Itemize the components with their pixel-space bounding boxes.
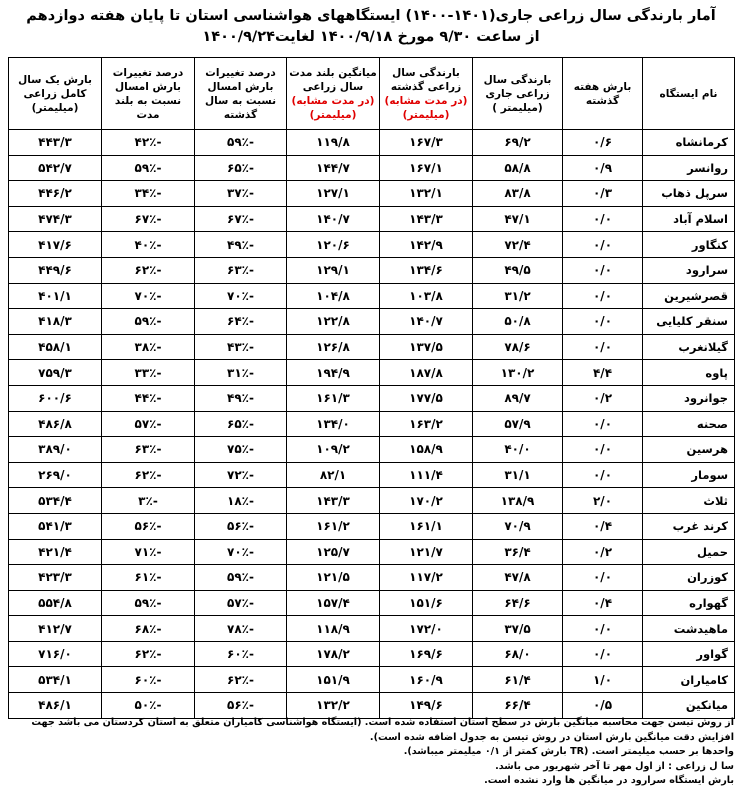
cell-change-vs-last-year: -۵۹٪ <box>195 565 287 591</box>
cell-current-year: ۴۰/۰ <box>473 437 563 463</box>
cell-weekly-rain: ۲/۰ <box>563 488 643 514</box>
cell-last-year: ۱۷۰/۲ <box>380 488 473 514</box>
cell-change-vs-last-year: -۴۹٪ <box>195 385 287 411</box>
header-label: درصد تغییرات بارش امسال نسبت به سال گذشته <box>204 66 277 121</box>
cell-change-vs-last-year: -۵۷٪ <box>195 590 287 616</box>
header-note: (در مدت مشابه) (میلیمتر) <box>384 94 468 121</box>
cell-change-vs-long-term: -۵۰٪ <box>102 693 195 719</box>
cell-weekly-rain: ۴/۴ <box>563 360 643 386</box>
cell-change-vs-last-year: -۷۰٪ <box>195 539 287 565</box>
cell-full-year: ۵۴۱/۳ <box>9 513 102 539</box>
rainfall-table <box>8 57 735 719</box>
cell-change-vs-last-year: -۷۸٪ <box>195 616 287 642</box>
table-row <box>9 488 735 514</box>
cell-long-term-mean: ۱۴۳/۳ <box>287 488 380 514</box>
cell-last-year: ۱۴۲/۹ <box>380 232 473 258</box>
cell-station: سومار <box>643 462 735 488</box>
table-body <box>9 130 735 719</box>
cell-full-year: ۴۸۶/۱ <box>9 693 102 719</box>
cell-station: کنگاور <box>643 232 735 258</box>
table-row <box>9 616 735 642</box>
cell-long-term-mean: ۱۲۱/۵ <box>287 565 380 591</box>
cell-change-vs-last-year: -۵۹٪ <box>195 130 287 156</box>
cell-weekly-rain: ۰/۶ <box>563 130 643 156</box>
table-row <box>9 693 735 719</box>
cell-last-year: ۱۶۷/۱ <box>380 155 473 181</box>
cell-change-vs-last-year: -۳۷٪ <box>195 181 287 207</box>
cell-current-year: ۶۹/۲ <box>473 130 563 156</box>
cell-long-term-mean: ۱۳۲/۲ <box>287 693 380 719</box>
table-row <box>9 641 735 667</box>
cell-weekly-rain: ۰/۰ <box>563 257 643 283</box>
cell-station: گیلانغرب <box>643 334 735 360</box>
cell-change-vs-long-term: -۶۲٪ <box>102 257 195 283</box>
cell-current-year: ۶۱/۴ <box>473 667 563 693</box>
header-label: بارش هفته گذشته <box>573 80 632 107</box>
cell-full-year: ۴۷۴/۳ <box>9 206 102 232</box>
cell-weekly-rain: ۰/۹ <box>563 155 643 181</box>
cell-weekly-rain: ۰/۰ <box>563 462 643 488</box>
cell-current-year: ۶۶/۴ <box>473 693 563 719</box>
cell-change-vs-long-term: -۴۰٪ <box>102 232 195 258</box>
cell-current-year: ۴۷/۱ <box>473 206 563 232</box>
cell-change-vs-last-year: -۶۷٪ <box>195 206 287 232</box>
footnotes <box>8 716 734 789</box>
cell-current-year: ۵۷/۹ <box>473 411 563 437</box>
cell-last-year: ۱۶۷/۳ <box>380 130 473 156</box>
cell-current-year: ۶۸/۰ <box>473 641 563 667</box>
page-title <box>0 6 742 48</box>
cell-long-term-mean: ۱۲۵/۷ <box>287 539 380 565</box>
cell-full-year: ۲۶۹/۰ <box>9 462 102 488</box>
cell-last-year: ۱۳۷/۵ <box>380 334 473 360</box>
cell-full-year: ۵۴۲/۷ <box>9 155 102 181</box>
cell-change-vs-long-term: -۶۳٪ <box>102 437 195 463</box>
cell-weekly-rain: ۰/۴ <box>563 513 643 539</box>
cell-station: اسلام آباد <box>643 206 735 232</box>
table-row <box>9 667 735 693</box>
header-label: نام ایستگاه <box>659 87 718 100</box>
cell-change-vs-last-year: -۶۴٪ <box>195 309 287 335</box>
table-row <box>9 360 735 386</box>
cell-change-vs-long-term: -۶۸٪ <box>102 616 195 642</box>
cell-change-vs-long-term: -۴۴٪ <box>102 385 195 411</box>
cell-change-vs-last-year: -۶۵٪ <box>195 411 287 437</box>
header-station <box>643 58 735 130</box>
header-label: بارندگی سال زراعی گذشته <box>390 66 462 93</box>
cell-change-vs-last-year: -۶۳٪ <box>195 257 287 283</box>
cell-change-vs-long-term: -۳٪ <box>102 488 195 514</box>
cell-full-year: ۴۲۱/۴ <box>9 539 102 565</box>
cell-current-year: ۱۳۰/۲ <box>473 360 563 386</box>
cell-long-term-mean: ۱۲۷/۱ <box>287 181 380 207</box>
cell-station: روانسر <box>643 155 735 181</box>
cell-change-vs-long-term: -۴۲٪ <box>102 130 195 156</box>
cell-long-term-mean: ۱۱۹/۸ <box>287 130 380 156</box>
header-weekly-rain <box>563 58 643 130</box>
cell-station: سرارود <box>643 257 735 283</box>
cell-full-year: ۴۰۱/۱ <box>9 283 102 309</box>
cell-change-vs-long-term: -۷۱٪ <box>102 539 195 565</box>
footnote-water-year: سا ل زراعی : از اول مهر تا آخر شهریور می باشد. <box>495 760 734 772</box>
cell-full-year: ۴۱۷/۶ <box>9 232 102 258</box>
table-row <box>9 334 735 360</box>
cell-long-term-mean: ۱۰۴/۸ <box>287 283 380 309</box>
cell-last-year: ۱۱۱/۴ <box>380 462 473 488</box>
cell-long-term-mean: ۱۴۴/۷ <box>287 155 380 181</box>
cell-weekly-rain: ۰/۰ <box>563 309 643 335</box>
cell-change-vs-long-term: -۵۹٪ <box>102 309 195 335</box>
cell-change-vs-last-year: -۶۲٪ <box>195 667 287 693</box>
cell-current-year: ۸۹/۷ <box>473 385 563 411</box>
cell-long-term-mean: ۱۰۹/۲ <box>287 437 380 463</box>
header-label: بارندگی سال زراعی جاری (میلیمتر ) <box>483 73 552 114</box>
cell-last-year: ۱۲۱/۷ <box>380 539 473 565</box>
cell-station: میانکین <box>643 693 735 719</box>
table-row <box>9 283 735 309</box>
cell-weekly-rain: ۰/۰ <box>563 232 643 258</box>
cell-change-vs-long-term: -۵۷٪ <box>102 411 195 437</box>
cell-full-year: ۵۳۴/۴ <box>9 488 102 514</box>
cell-current-year: ۳۶/۴ <box>473 539 563 565</box>
cell-change-vs-long-term: -۶۲٪ <box>102 641 195 667</box>
table-header-row <box>9 58 735 130</box>
cell-change-vs-last-year: -۴۳٪ <box>195 334 287 360</box>
cell-long-term-mean: ۱۴۰/۷ <box>287 206 380 232</box>
cell-change-vs-last-year: -۶۵٪ <box>195 155 287 181</box>
cell-full-year: ۴۲۳/۳ <box>9 565 102 591</box>
cell-long-term-mean: ۸۲/۱ <box>287 462 380 488</box>
cell-last-year: ۱۶۹/۶ <box>380 641 473 667</box>
cell-full-year: ۷۱۶/۰ <box>9 641 102 667</box>
cell-long-term-mean: ۱۵۱/۹ <box>287 667 380 693</box>
cell-long-term-mean: ۱۹۴/۹ <box>287 360 380 386</box>
table-row <box>9 565 735 591</box>
cell-full-year: ۵۵۴/۸ <box>9 590 102 616</box>
cell-last-year: ۱۴۳/۳ <box>380 206 473 232</box>
cell-current-year: ۷۲/۴ <box>473 232 563 258</box>
cell-full-year: ۴۴۶/۲ <box>9 181 102 207</box>
cell-full-year: ۴۱۲/۷ <box>9 616 102 642</box>
cell-full-year: ۶۰۰/۶ <box>9 385 102 411</box>
cell-last-year: ۱۴۹/۶ <box>380 693 473 719</box>
cell-last-year: ۱۷۲/۰ <box>380 616 473 642</box>
cell-station: هرسین <box>643 437 735 463</box>
cell-station: کرند غرب <box>643 513 735 539</box>
cell-full-year: ۴۴۳/۳ <box>9 130 102 156</box>
cell-change-vs-last-year: -۱۸٪ <box>195 488 287 514</box>
cell-station: قصرشیرین <box>643 283 735 309</box>
title-line-2: از ساعت ۹/۳۰ مورخ ۱۴۰۰/۹/۱۸ لغایت۱۴۰۰/۹/۲۴ <box>202 29 540 45</box>
cell-change-vs-last-year: -۷۲٪ <box>195 462 287 488</box>
title-line-1: آمار بارندگی سال زراعی جاری(۱۴۰۱-۱۴۰۰) ایستگاههای هواشناسی استان تا پایان هفته دوازدهم <box>26 8 716 24</box>
cell-last-year: ۱۶۱/۱ <box>380 513 473 539</box>
table-row <box>9 411 735 437</box>
cell-current-year: ۴۷/۸ <box>473 565 563 591</box>
cell-change-vs-last-year: -۳۱٪ <box>195 360 287 386</box>
cell-station: ماهیدشت <box>643 616 735 642</box>
header-note: (در مدت مشابه) (میلیمتر) <box>291 94 375 121</box>
cell-full-year: ۴۱۸/۳ <box>9 309 102 335</box>
cell-current-year: ۳۱/۱ <box>473 462 563 488</box>
cell-change-vs-last-year: -۷۰٪ <box>195 283 287 309</box>
table-row <box>9 539 735 565</box>
footnote-units: واحدها بر حسب میلیمتر است. (TR بارش کمتر از ۰/۱ میلیمتر میباشد). <box>403 746 734 757</box>
header-full-year <box>9 58 102 130</box>
cell-long-term-mean: ۱۶۱/۳ <box>287 385 380 411</box>
cell-long-term-mean: ۱۵۷/۴ <box>287 590 380 616</box>
cell-change-vs-last-year: -۵۶٪ <box>195 513 287 539</box>
cell-change-vs-last-year: -۴۹٪ <box>195 232 287 258</box>
cell-current-year: ۷۸/۶ <box>473 334 563 360</box>
cell-full-year: ۴۵۸/۱ <box>9 334 102 360</box>
cell-change-vs-long-term: -۶۷٪ <box>102 206 195 232</box>
header-change-vs-long-term <box>102 58 195 130</box>
cell-current-year: ۱۳۸/۹ <box>473 488 563 514</box>
cell-long-term-mean: ۱۱۸/۹ <box>287 616 380 642</box>
cell-last-year: ۱۳۴/۶ <box>380 257 473 283</box>
footnote-method: از روش تیسن جهت محاسبه میانگین بارش در سطح استان استفاده شده است. (ایستگاه هواشناسی کامیاران متعلق به استان کردستان می باشد جهت افزایش دقت میانگین بارش استان در روش تیسن به جدول اضافه شده است). <box>31 717 734 743</box>
table-row <box>9 590 735 616</box>
cell-station: سرپل ذهاب <box>643 181 735 207</box>
cell-current-year: ۵۸/۸ <box>473 155 563 181</box>
cell-station: کامیاران <box>643 667 735 693</box>
table-row <box>9 130 735 156</box>
cell-current-year: ۳۷/۵ <box>473 616 563 642</box>
header-long-term-mean <box>287 58 380 130</box>
cell-change-vs-long-term: -۳۸٪ <box>102 334 195 360</box>
cell-change-vs-long-term: -۵۹٪ <box>102 155 195 181</box>
cell-last-year: ۱۰۳/۸ <box>380 283 473 309</box>
cell-last-year: ۱۵۸/۹ <box>380 437 473 463</box>
cell-station: صحنه <box>643 411 735 437</box>
cell-change-vs-last-year: -۶۰٪ <box>195 641 287 667</box>
table-row <box>9 513 735 539</box>
header-label: میانگین بلند مدت سال زراعی <box>289 66 377 93</box>
cell-weekly-rain: ۰/۵ <box>563 693 643 719</box>
footnote-exclusion: بارش ایستگاه سرارود در میانگین ها وارد نشده است. <box>484 775 734 786</box>
cell-long-term-mean: ۱۳۴/۰ <box>287 411 380 437</box>
cell-station: کوزران <box>643 565 735 591</box>
header-last-year <box>380 58 473 130</box>
cell-change-vs-last-year: -۵۶٪ <box>195 693 287 719</box>
cell-change-vs-long-term: -۳۳٪ <box>102 360 195 386</box>
cell-last-year: ۱۶۳/۲ <box>380 411 473 437</box>
cell-last-year: ۱۵۱/۶ <box>380 590 473 616</box>
table-row <box>9 385 735 411</box>
cell-weekly-rain: ۰/۰ <box>563 283 643 309</box>
table-row <box>9 257 735 283</box>
table-row <box>9 437 735 463</box>
cell-weekly-rain: ۰/۰ <box>563 641 643 667</box>
cell-station: کرمانشاه <box>643 130 735 156</box>
cell-current-year: ۵۰/۸ <box>473 309 563 335</box>
cell-station: ثلاث <box>643 488 735 514</box>
cell-full-year: ۴۸۶/۸ <box>9 411 102 437</box>
cell-last-year: ۱۳۲/۱ <box>380 181 473 207</box>
cell-long-term-mean: ۱۲۶/۸ <box>287 334 380 360</box>
cell-change-vs-long-term: -۶۱٪ <box>102 565 195 591</box>
table-row <box>9 155 735 181</box>
cell-long-term-mean: ۱۲۰/۶ <box>287 232 380 258</box>
cell-weekly-rain: ۰/۰ <box>563 206 643 232</box>
cell-weekly-rain: ۰/۰ <box>563 565 643 591</box>
cell-last-year: ۱۶۰/۹ <box>380 667 473 693</box>
cell-weekly-rain: ۰/۰ <box>563 334 643 360</box>
table-row <box>9 309 735 335</box>
cell-change-vs-long-term: -۵۶٪ <box>102 513 195 539</box>
cell-change-vs-long-term: -۶۲٪ <box>102 462 195 488</box>
header-label: درصد تغییرات بارش امسال نسبت به بلند مدت <box>112 66 184 121</box>
table-row <box>9 206 735 232</box>
cell-long-term-mean: ۱۲۹/۱ <box>287 257 380 283</box>
cell-weekly-rain: ۰/۰ <box>563 616 643 642</box>
cell-long-term-mean: ۱۷۸/۲ <box>287 641 380 667</box>
table-row <box>9 462 735 488</box>
cell-weekly-rain: ۰/۴ <box>563 590 643 616</box>
cell-last-year: ۱۱۷/۲ <box>380 565 473 591</box>
cell-weekly-rain: ۰/۰ <box>563 437 643 463</box>
cell-station: گواور <box>643 641 735 667</box>
cell-weekly-rain: ۰/۲ <box>563 539 643 565</box>
cell-current-year: ۳۱/۲ <box>473 283 563 309</box>
cell-station: جوانرود <box>643 385 735 411</box>
cell-weekly-rain: ۱/۰ <box>563 667 643 693</box>
cell-weekly-rain: ۰/۰ <box>563 411 643 437</box>
cell-full-year: ۴۴۹/۶ <box>9 257 102 283</box>
cell-change-vs-long-term: -۷۰٪ <box>102 283 195 309</box>
cell-station: پاوه <box>643 360 735 386</box>
cell-long-term-mean: ۱۶۱/۲ <box>287 513 380 539</box>
cell-full-year: ۷۵۹/۳ <box>9 360 102 386</box>
cell-current-year: ۸۳/۸ <box>473 181 563 207</box>
cell-last-year: ۱۷۷/۵ <box>380 385 473 411</box>
cell-weekly-rain: ۰/۲ <box>563 385 643 411</box>
table-row <box>9 181 735 207</box>
header-label: بارش یک سال کامل زراعی (میلیمتر) <box>18 73 92 114</box>
cell-full-year: ۳۸۹/۰ <box>9 437 102 463</box>
cell-change-vs-last-year: -۷۵٪ <box>195 437 287 463</box>
cell-long-term-mean: ۱۲۲/۸ <box>287 309 380 335</box>
cell-change-vs-long-term: -۵۹٪ <box>102 590 195 616</box>
cell-last-year: ۱۴۰/۷ <box>380 309 473 335</box>
cell-last-year: ۱۸۷/۸ <box>380 360 473 386</box>
header-change-vs-last-year <box>195 58 287 130</box>
table-row <box>9 232 735 258</box>
header-current-year <box>473 58 563 130</box>
cell-full-year: ۵۳۴/۱ <box>9 667 102 693</box>
cell-change-vs-long-term: -۳۴٪ <box>102 181 195 207</box>
cell-station: حمیل <box>643 539 735 565</box>
cell-current-year: ۷۰/۹ <box>473 513 563 539</box>
cell-station: سنقر کلیایی <box>643 309 735 335</box>
cell-weekly-rain: ۰/۳ <box>563 181 643 207</box>
cell-current-year: ۶۴/۶ <box>473 590 563 616</box>
cell-station: گهواره <box>643 590 735 616</box>
cell-current-year: ۴۹/۵ <box>473 257 563 283</box>
cell-change-vs-long-term: -۶۰٪ <box>102 667 195 693</box>
